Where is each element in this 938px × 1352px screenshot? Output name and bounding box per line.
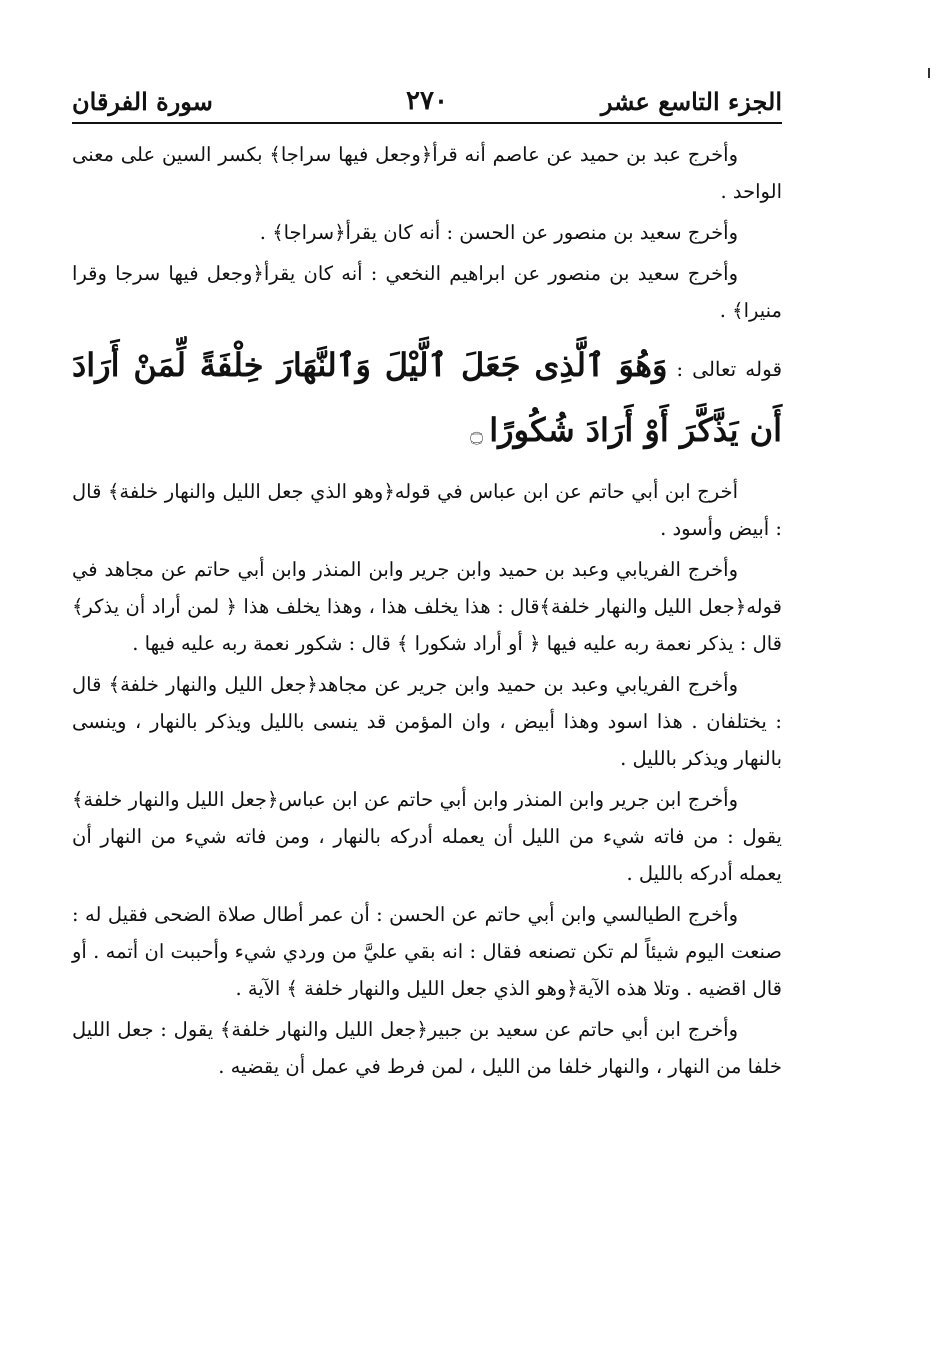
surah-title: سورة الفرقان (72, 87, 213, 116)
verse-intro: قوله تعالى : (676, 357, 783, 381)
paragraph: وأخرج سعيد بن منصور عن ابراهيم النخعي : أنه كان يقرأ﴿وجعل فيها سرجا وقرا منيرا﴾ . (72, 262, 782, 322)
page-number: ٢٧٠ (406, 86, 448, 116)
paragraph: وأخرج سعيد بن منصور عن الحسن : أنه كان يقرأ﴿سراجا﴾ . (259, 221, 738, 244)
paragraph: وأخرج عبد بن حميد عن عاصم أنه قرأ﴿وجعل فيها سراجا﴾ بكسر السين على معنى الواحد . (72, 143, 782, 203)
paragraph: وأخرج ابن أبي حاتم عن سعيد بن جبير﴿جعل الليل والنهار خلفة﴾ يقول : جعل الليل خلفا من النهار ، والنهار خلفا من الليل ، لمن فرط في عمل أن يقضيه . (72, 1018, 782, 1078)
quran-verse (72, 335, 782, 465)
paragraph: أخرج ابن أبي حاتم عن ابن عباس في قوله﴿وهو الذي جعل الليل والنهار خلفة﴾ قال : أبيض وأسود . (72, 480, 782, 540)
book-page (72, 62, 782, 1322)
page-header (72, 62, 782, 124)
paragraph: وأخرج الفريابي وعبد بن حميد وابن جرير عن مجاهد﴿جعل الليل والنهار خلفة﴾ قال : يختلفان . هذا اسود وهذا أبيض ، وان المؤمن قد ينسى بالليل ويذكر بالنهار ، وينسى بالنهار ويذكر بالليل . (72, 673, 782, 770)
verse-text: وَهُوَ ٱلَّذِى جَعَلَ ٱلَّيْلَ وَٱلنَّهَارَ خِلْفَةً لِّمَنْ أَرَادَ أَن يَذَّكَّرَ أَوْ أَرَادَ شُكُورًا (72, 346, 782, 449)
ayah-end-icon: ۝ (470, 422, 484, 447)
scan-mark (928, 68, 930, 78)
paragraph: وأخرج ابن جرير وابن المنذر وابن أبي حاتم عن ابن عباس﴿جعل الليل والنهار خلفة﴾ يقول : من فاته شيء من الليل أن يعمله أدركه بالنهار ، ومن فاته شيء من النهار أن يعمله أدركه بالليل . (72, 788, 782, 885)
page-body (72, 136, 782, 1085)
paragraph: وأخرج الطيالسي وابن أبي حاتم عن الحسن : أن عمر أطال صلاة الضحى فقيل له : صنعت اليوم شيئاً لم تكن تصنعه فقال : انه بقي عليَّ من وردي شيء وأحببت ان أتمه . أو قال اقضيه . وتلا هذه الآية﴿وهو الذي جعل الليل والنهار خلفة ﴾ الآية . (72, 903, 782, 1000)
juz-title: الجزء التاسع عشر (600, 87, 782, 116)
paragraph: وأخرج الفريابي وعبد بن حميد وابن جرير وابن المنذر وابن أبي حاتم عن مجاهد في قوله﴿جعل الليل والنهار خلفة﴾قال : هذا يخلف هذا ، وهذا يخلف هذا ﴿ لمن أراد أن يذكر﴾ قال : يذكر نعمة ربه عليه فيها ﴿ أو أراد شكورا ﴾ قال : شكور نعمة ربه عليه فيها . (72, 558, 782, 655)
